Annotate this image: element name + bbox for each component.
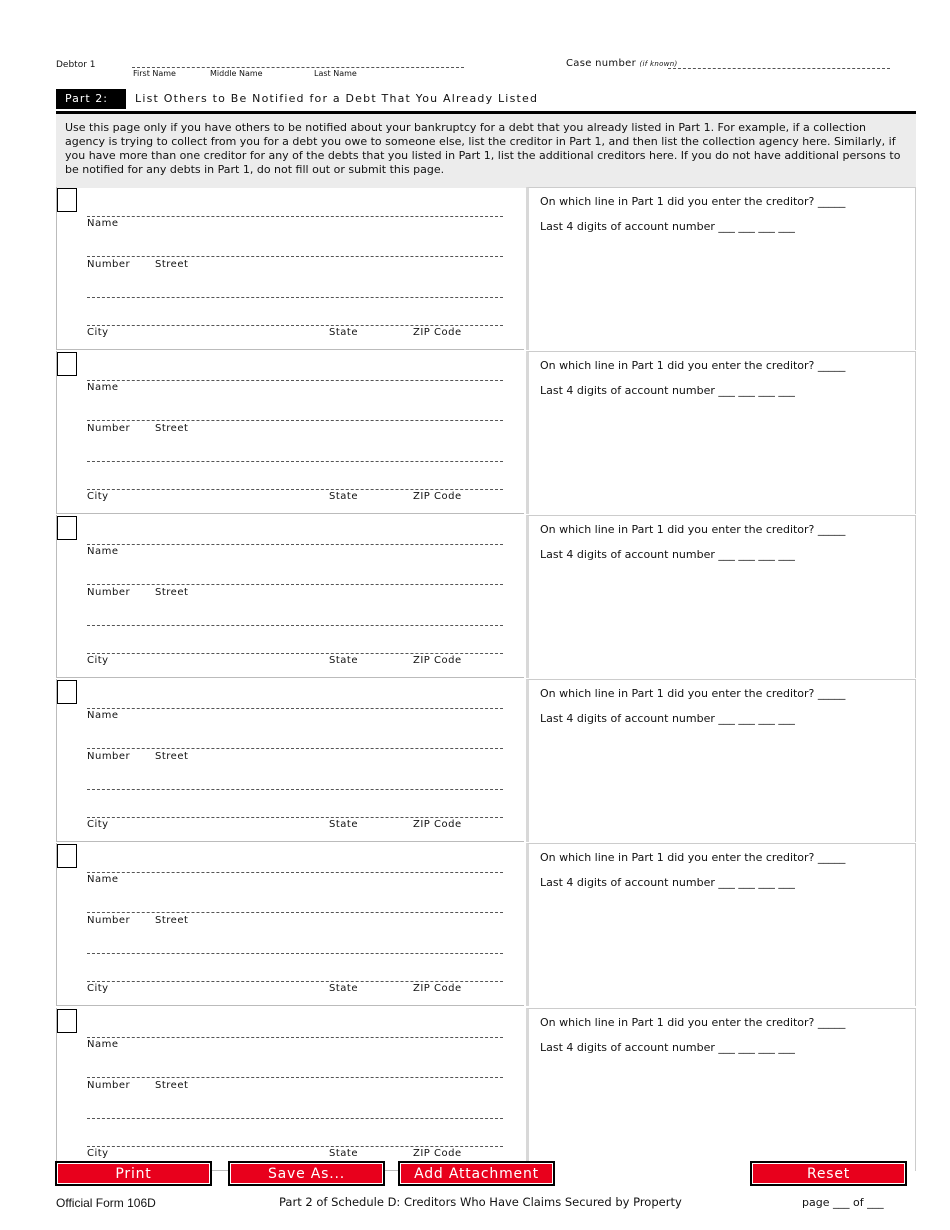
city-state-zip-field[interactable] <box>87 325 503 326</box>
account-section <box>526 351 916 514</box>
reset-button[interactable]: Reset <box>750 1161 907 1186</box>
line-number-question[interactable]: On which line in Part 1 did you enter the creditor? _____ <box>540 1016 846 1029</box>
account-digits-question[interactable]: Last 4 digits of account number ___ ___ ___ ___ <box>540 712 795 725</box>
line-number-question[interactable]: On which line in Part 1 did you enter the creditor? _____ <box>540 195 846 208</box>
name-field[interactable] <box>87 380 503 381</box>
creditor-entry <box>56 351 916 515</box>
address-section <box>56 1008 524 1171</box>
address-line-2-field[interactable] <box>87 625 503 626</box>
city-state-zip-field[interactable] <box>87 817 503 818</box>
city-caption: City <box>87 491 109 502</box>
state-caption: State <box>329 655 358 666</box>
number-caption: Number <box>87 423 131 434</box>
creditor-entry <box>56 843 916 1007</box>
state-caption: State <box>329 1148 358 1159</box>
name-caption: Name <box>87 382 119 393</box>
address-line-2-field[interactable] <box>87 789 503 790</box>
state-caption: State <box>329 983 358 994</box>
street-caption: Street <box>155 1080 189 1091</box>
city-state-zip-field[interactable] <box>87 981 503 982</box>
name-field[interactable] <box>87 544 503 545</box>
case-number-note: (if known) <box>639 60 678 68</box>
account-digits-question[interactable]: Last 4 digits of account number ___ ___ ___ ___ <box>540 384 795 397</box>
name-caption: Name <box>87 1039 119 1050</box>
city-state-zip-field[interactable] <box>87 653 503 654</box>
line-number-question[interactable]: On which line in Part 1 did you enter the creditor? _____ <box>540 523 846 536</box>
debtor-name-field[interactable] <box>132 67 464 68</box>
account-section <box>526 187 916 350</box>
account-digits-question[interactable]: Last 4 digits of account number ___ ___ ___ ___ <box>540 876 795 889</box>
account-section <box>526 1008 916 1171</box>
name-field[interactable] <box>87 1037 503 1038</box>
city-caption: City <box>87 327 109 338</box>
address-section <box>56 515 524 678</box>
zip-caption: ZIP Code <box>413 1148 462 1159</box>
state-caption: State <box>329 491 358 502</box>
address-line-2-field[interactable] <box>87 461 503 462</box>
address-line-2-field[interactable] <box>87 953 503 954</box>
debtor-label: Debtor 1 <box>56 60 96 70</box>
entry-checkbox[interactable] <box>57 516 77 540</box>
city-state-zip-field[interactable] <box>87 1146 503 1147</box>
print-button[interactable]: Print <box>55 1161 212 1186</box>
form-id: Official Form 106D <box>56 1196 156 1210</box>
part-title: List Others to Be Notified for a Debt That You Already Listed <box>135 92 539 105</box>
account-section <box>526 843 916 1006</box>
account-digits-question[interactable]: Last 4 digits of account number ___ ___ ___ ___ <box>540 1041 795 1054</box>
street-address-field[interactable] <box>87 912 503 913</box>
page-number-field[interactable]: page ___ of ___ <box>802 1196 884 1209</box>
city-caption: City <box>87 655 109 666</box>
save-as-button[interactable]: Save As... <box>228 1161 385 1186</box>
account-section <box>526 679 916 842</box>
creditor-entry <box>56 679 916 843</box>
add-attachment-button[interactable]: Add Attachment <box>398 1161 555 1186</box>
line-number-question[interactable]: On which line in Part 1 did you enter the creditor? _____ <box>540 851 846 864</box>
address-section <box>56 843 524 1006</box>
entry-checkbox[interactable] <box>57 352 77 376</box>
name-caption: Name <box>87 874 119 885</box>
name-caption: Name <box>87 710 119 721</box>
last-name-caption: Last Name <box>314 69 357 78</box>
case-number-text: Case number <box>566 58 636 69</box>
instructions-text: Use this page only if you have others to be notified about your bankruptcy for a debt that you already listed in Part 1. For example, if a collection agency is trying to collect from you for a debt you owe to someone else, list the creditor in Part 1, and then list the collection agency here. Similarly, if you have more than one creditor for any of the debts that you listed in Part 1, list the additional creditors here. If you do not have additional persons to be notified for any debts in Part 1, do not fill out or submit this page. <box>56 114 916 188</box>
first-name-caption: First Name <box>133 69 176 78</box>
zip-caption: ZIP Code <box>413 983 462 994</box>
entry-checkbox[interactable] <box>57 1009 77 1033</box>
number-caption: Number <box>87 915 131 926</box>
address-line-2-field[interactable] <box>87 1118 503 1119</box>
city-caption: City <box>87 983 109 994</box>
entry-checkbox[interactable] <box>57 844 77 868</box>
address-section <box>56 679 524 842</box>
name-caption: Name <box>87 546 119 557</box>
middle-name-caption: Middle Name <box>210 69 263 78</box>
creditor-entry <box>56 1008 916 1172</box>
case-number-field[interactable] <box>668 68 890 69</box>
zip-caption: ZIP Code <box>413 491 462 502</box>
city-caption: City <box>87 1148 109 1159</box>
account-digits-question[interactable]: Last 4 digits of account number ___ ___ ___ ___ <box>540 220 795 233</box>
address-section <box>56 187 524 350</box>
state-caption: State <box>329 327 358 338</box>
city-state-zip-field[interactable] <box>87 489 503 490</box>
creditor-entry <box>56 515 916 679</box>
name-field[interactable] <box>87 872 503 873</box>
zip-caption: ZIP Code <box>413 655 462 666</box>
zip-caption: ZIP Code <box>413 819 462 830</box>
line-number-question[interactable]: On which line in Part 1 did you enter the creditor? _____ <box>540 687 846 700</box>
entry-checkbox[interactable] <box>57 188 77 212</box>
number-caption: Number <box>87 751 131 762</box>
number-caption: Number <box>87 587 131 598</box>
street-caption: Street <box>155 751 189 762</box>
part-header <box>56 89 916 114</box>
street-address-field[interactable] <box>87 584 503 585</box>
entry-checkbox[interactable] <box>57 680 77 704</box>
street-address-field[interactable] <box>87 748 503 749</box>
street-address-field[interactable] <box>87 256 503 257</box>
name-field[interactable] <box>87 216 503 217</box>
address-line-2-field[interactable] <box>87 297 503 298</box>
state-caption: State <box>329 819 358 830</box>
address-section <box>56 351 524 514</box>
case-number-label <box>566 58 678 69</box>
name-field[interactable] <box>87 708 503 709</box>
account-section <box>526 515 916 678</box>
name-caption: Name <box>87 218 119 229</box>
part-tag: Part 2: <box>56 89 126 109</box>
street-caption: Street <box>155 915 189 926</box>
creditor-entry <box>56 187 916 351</box>
form-title: Part 2 of Schedule D: Creditors Who Have Claims Secured by Property <box>279 1195 682 1209</box>
account-digits-question[interactable]: Last 4 digits of account number ___ ___ ___ ___ <box>540 548 795 561</box>
street-caption: Street <box>155 587 189 598</box>
number-caption: Number <box>87 259 131 270</box>
city-caption: City <box>87 819 109 830</box>
zip-caption: ZIP Code <box>413 327 462 338</box>
line-number-question[interactable]: On which line in Part 1 did you enter the creditor? _____ <box>540 359 846 372</box>
number-caption: Number <box>87 1080 131 1091</box>
street-caption: Street <box>155 423 189 434</box>
street-address-field[interactable] <box>87 420 503 421</box>
street-address-field[interactable] <box>87 1077 503 1078</box>
street-caption: Street <box>155 259 189 270</box>
